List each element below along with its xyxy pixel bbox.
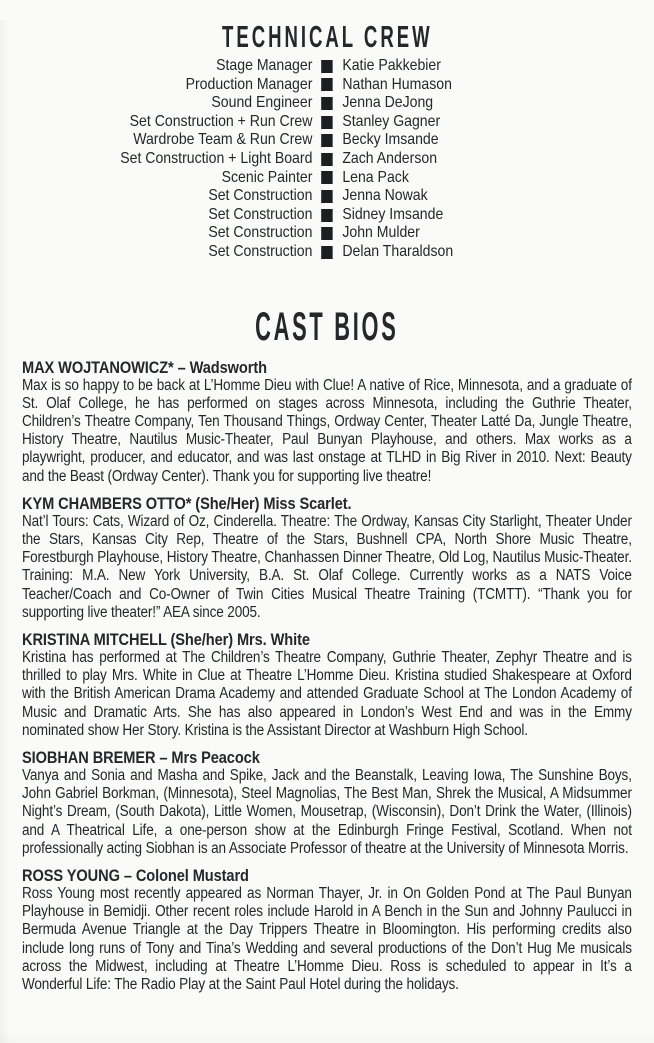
- crew-role: Sound Engineer: [211, 94, 313, 112]
- bio-entry: [22, 358, 632, 486]
- square-bullet-icon: [321, 153, 332, 166]
- crew-name: Lena Pack: [342, 168, 409, 186]
- page-content: [0, 20, 654, 994]
- square-bullet-icon: [321, 134, 332, 147]
- crew-name: Jenna Nowak: [342, 187, 428, 205]
- bio-heading: ROSS YOUNG – Colonel Mustard: [22, 866, 249, 885]
- technical-crew-list: [22, 57, 632, 262]
- bio-heading: MAX WOJTANOWICZ* – Wadsworth: [22, 357, 267, 377]
- bio-heading: SIOBHAN BREMER – Mrs Peacock: [22, 747, 260, 767]
- square-bullet-icon: [321, 246, 332, 259]
- bio-text: Max is so happy to be back at L’Homme Dieu with Clue! A native of Rice, Minnesota, and a graduate of St. Olaf College, he has performed on stages across Minnesota, including the Guthrie Theater, Children’s Theatre Company, Ten Thousand Things, Ordway Center, Theater Latté Da, Jungle Theatre, History Theatre, Nautilus Music-Theater, Paul Bunyan Playhouse, and others. Max works as a playwright, producer, and educator, and was last onstage at TLHD in Big River in 2010. Next: Beauty and the Beast (Ordway Center). Thank you for supporting live theatre!: [22, 376, 632, 485]
- crew-row: [22, 243, 632, 262]
- crew-role: Set Construction: [208, 205, 313, 223]
- square-bullet-icon: [321, 78, 332, 91]
- crew-row: [22, 187, 632, 206]
- crew-row: [22, 169, 632, 188]
- crew-row: [22, 113, 632, 132]
- square-bullet-icon: [321, 190, 332, 203]
- crew-row: [22, 76, 632, 95]
- bio-text: Ross Young most recently appeared as Norman Thayer, Jr. in On Golden Pond at The Paul Bunyan Playhouse in Bemidji. Other recent roles include Harold in A Bench in the Sun and Johnny Paulucci in Bermuda Avenue Triangle at the Day Trippers Theatre in Bloomington. His performing credits also include long runs of Tony and Tina’s Wedding and several productions of the Don’t Hug Me musicals across the Midwest, including at Theatre L’Homme Dieu. Ross is scheduled to appear in It’s a Wonderful Life: The Radio Play at the Saint Paul Hotel during the holidays.: [22, 885, 632, 994]
- crew-name: Sidney Imsande: [342, 205, 444, 223]
- crew-row: [22, 150, 632, 169]
- section-technical-crew: [22, 20, 632, 262]
- section-cast-bios: [22, 306, 632, 995]
- crew-row: [22, 57, 632, 76]
- square-bullet-icon: [321, 116, 332, 129]
- cast-bios-title: CAST BIOS: [255, 304, 399, 349]
- bio-text: Vanya and Sonia and Masha and Spike, Jack and the Beanstalk, Leaving Iowa, The Sunshine Boys, John Gabriel Borkman, (Minnesota), Steel Magnolias, The Best Man, Shrek the Musical, A Midsummer Night’s Dream, (South Dakota), Little Women, Mousetrap, (Wisconsin), Don’t Drink the Water, (Illinois) and A Theatrical Life, a one-person show at the Edinburgh Fringe Festival, Scotland. When not professionally acting Siobhan is an Associate Professor of theatre at the University of Minnesota Morris.: [22, 766, 632, 857]
- crew-role: Set Construction + Run Crew: [129, 112, 313, 130]
- crew-role: Set Construction: [208, 187, 313, 205]
- crew-row: [22, 224, 632, 243]
- crew-name: Jenna DeJong: [342, 94, 434, 112]
- crew-role: Wardrobe Team & Run Crew: [133, 131, 313, 149]
- crew-name: John Mulder: [342, 224, 420, 242]
- crew-role: Production Manager: [185, 75, 313, 93]
- crew-role: Set Construction: [208, 224, 313, 242]
- crew-role: Stage Manager: [216, 57, 313, 74]
- crew-row: [22, 131, 632, 150]
- crew-row: [22, 94, 632, 113]
- bio-heading: KRISTINA MITCHELL (She/her) Mrs. White: [22, 629, 310, 649]
- technical-crew-title: TECHNICAL CREW: [221, 19, 433, 54]
- crew-name: Zach Anderson: [342, 149, 438, 167]
- bio-entry: [22, 494, 632, 622]
- crew-name: Stanley Gagner: [342, 112, 441, 130]
- square-bullet-icon: [321, 97, 332, 110]
- crew-role: Set Construction + Light Board: [120, 149, 313, 167]
- crew-name: Delan Tharaldson: [342, 242, 454, 260]
- bio-entry: [22, 748, 632, 858]
- bio-text: Nat’l Tours: Cats, Wizard of Oz, Cinderella. Theatre: The Ordway, Kansas City Starlight, Theater Under the Stars, Kansas City Rep, Theatre of the Stars, Bushnell CPA, North Shore Music Theatre, Forestburgh Playhouse, History Theatre, Chanhassen Dinner Theatre, Old Log, Nautilus Music-Theater. Training: M.A. New York University, B.A. St. Olaf College. Currently works as a NATS Voice Teacher/Coach and Co-Owner of Twin Cities Musical Theatre Training (TCMTT). “Thank you for supporting live theater!” AEA since 2005.: [22, 512, 632, 621]
- square-bullet-icon: [321, 209, 332, 222]
- bio-entry: [22, 866, 632, 994]
- crew-role: Scenic Painter: [221, 168, 313, 186]
- crew-name: Nathan Humason: [342, 75, 452, 93]
- crew-name: Becky Imsande: [342, 131, 439, 149]
- bio-entry: [22, 630, 632, 740]
- square-bullet-icon: [321, 171, 332, 184]
- bio-heading: KYM CHAMBERS OTTO* (She/Her) Miss Scarlet.: [22, 493, 352, 513]
- bio-text: Kristina has performed at The Children’s Theatre Company, Guthrie Theater, Zephyr Theatre and is thrilled to play Mrs. White in Clue at Theatre L’Homme Dieu. Kristina studied Shakespeare at Oxford with the British American Drama Academy and attended Graduate School at The London Academy of Music and Dramatic Arts. She has also appeared in London’s West End and was in the Emmy nominated show Her Story. Kristina is the Assistant Director at Washburn High School.: [22, 648, 632, 739]
- crew-name: Katie Pakkebier: [342, 57, 441, 74]
- program-page: [0, 20, 654, 1043]
- square-bullet-icon: [321, 227, 332, 240]
- crew-role: Set Construction: [208, 242, 313, 260]
- square-bullet-icon: [321, 60, 332, 73]
- crew-row: [22, 206, 632, 225]
